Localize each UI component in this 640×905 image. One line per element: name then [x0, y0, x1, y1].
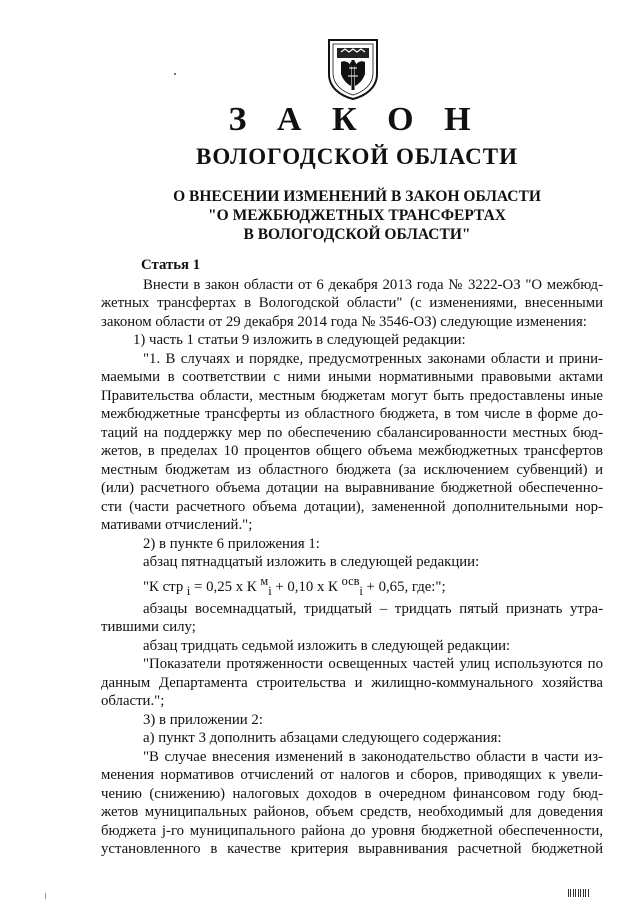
formula-superscript: м	[260, 573, 269, 588]
paragraph-line: межбюджетные трансферты из областного бюджета, в том числе в форме до-	[101, 406, 603, 422]
barcode-mark	[568, 889, 590, 897]
coat-of-arms-icon	[327, 38, 379, 100]
paragraph-line: абзацы восемнадцатый, тридцатый – тридцать пятый признать утра-	[143, 600, 603, 617]
paragraph-line: области.";	[101, 693, 165, 710]
formula-line	[101, 572, 603, 600]
formula-superscript: осв	[341, 573, 360, 588]
formula-part: = 0,25 х К	[190, 578, 261, 595]
formula-subscript: i	[359, 583, 363, 598]
paragraph-line: (или) расчетного объема дотации на выравнивание бюджетной обеспеченно-	[101, 480, 603, 496]
formula-part: + 0,10 х К	[271, 578, 342, 595]
paragraph-line: тившими силу;	[101, 619, 196, 636]
article-body	[101, 256, 603, 859]
paragraph-line: мативами отчислений.";	[101, 517, 253, 533]
paragraph-line: а) пункт 3 дополнить абзацами следующего содержания:	[143, 730, 502, 747]
formula-part: "К стр	[143, 578, 187, 595]
paragraph-line: "В случае внесения изменений в законодательство области в части из-	[143, 748, 603, 765]
subtitle-line: "О МЕЖБЮДЖЕТНЫХ ТРАНСФЕРТАХ	[208, 207, 506, 224]
paragraph-line: жетов муниципальных районов, объем средств, необходимый для доведения	[101, 804, 603, 821]
paragraph-line: законом области от 29 декабря 2014 года № 3546-ОЗ) следующие изменения:	[101, 313, 587, 330]
paragraph-line: 1) часть 1 статьи 9 изложить в следующей редакции:	[133, 332, 466, 348]
formula-subscript: i	[268, 583, 272, 598]
paragraph-line: данным Департамента строительства и жилищно-коммунального хозяйства	[101, 674, 603, 691]
paragraph-line: установленного в качестве критерия выравнивания расчетной бюджетной	[101, 841, 603, 858]
paragraph-line: жетных трансфертах в Вологодской области" (с изменениями, внесенными	[101, 295, 603, 311]
formula-subscript: i	[186, 583, 191, 598]
scan-speck	[174, 73, 176, 75]
paragraph-line: чению (снижению) налоговых доходов в очередном финансовом году бюд-	[101, 785, 603, 802]
paragraph-line: 2) в пункте 6 приложения 1:	[143, 535, 320, 552]
paragraph-line: менения нормативов отчислений от налогов и сборов, приводящих к увели-	[101, 767, 603, 784]
paragraph-line: жетов, в пределах 10 процентов общего объема межбюджетных трансфертов	[101, 443, 603, 459]
paragraph-line: "1. В случаях и порядке, предусмотренных законами области и прини-	[143, 350, 603, 367]
document-title: З А К О Н	[228, 101, 482, 138]
paragraph-line: бюджета j-го муниципального района до уровня бюджетной обеспеченности,	[101, 822, 603, 839]
subtitle-line: В ВОЛОГОДСКОЙ ОБЛАСТИ"	[243, 226, 471, 243]
law-subtitle	[0, 187, 640, 244]
subtitle-line: О ВНЕСЕНИИ ИЗМЕНЕНИЙ В ЗАКОН ОБЛАСТИ	[173, 188, 541, 205]
region-title: ВОЛОГОДСКОЙ ОБЛАСТИ	[196, 144, 518, 169]
scan-mark	[45, 893, 46, 899]
paragraph-line: "Показатели протяженности освещенных частей улиц используются по	[143, 656, 603, 673]
paragraph-line: абзац тридцать седьмой изложить в следующей редакции:	[143, 637, 511, 654]
paragraph-line: сти (части расчетного объема дотации), замененной дополнительными нор-	[101, 498, 603, 515]
article-heading: Статья 1	[141, 257, 201, 273]
paragraph-line: абзац пятнадцатый изложить в следующей редакции:	[143, 554, 480, 570]
paragraph-line: маемыми в соответствии с ними иными нормативными правовыми актами	[101, 369, 603, 385]
paragraph-line: Правительства области, местным бюджетам могут быть предоставлены иные	[101, 387, 603, 404]
paragraph-line: таций на поддержку мер по обеспечению сбалансированности местных бюд-	[101, 424, 603, 441]
paragraph-line: 3) в приложении 2:	[143, 711, 263, 728]
paragraph-line: Внести в закон области от 6 декабря 2013 года № 3222-ОЗ "О межбюд-	[143, 276, 603, 293]
formula-part: + 0,65, где:";	[362, 578, 446, 595]
paragraph-line: местным бюджетам из областного бюджета (за исключением субвенций) и	[101, 461, 603, 478]
